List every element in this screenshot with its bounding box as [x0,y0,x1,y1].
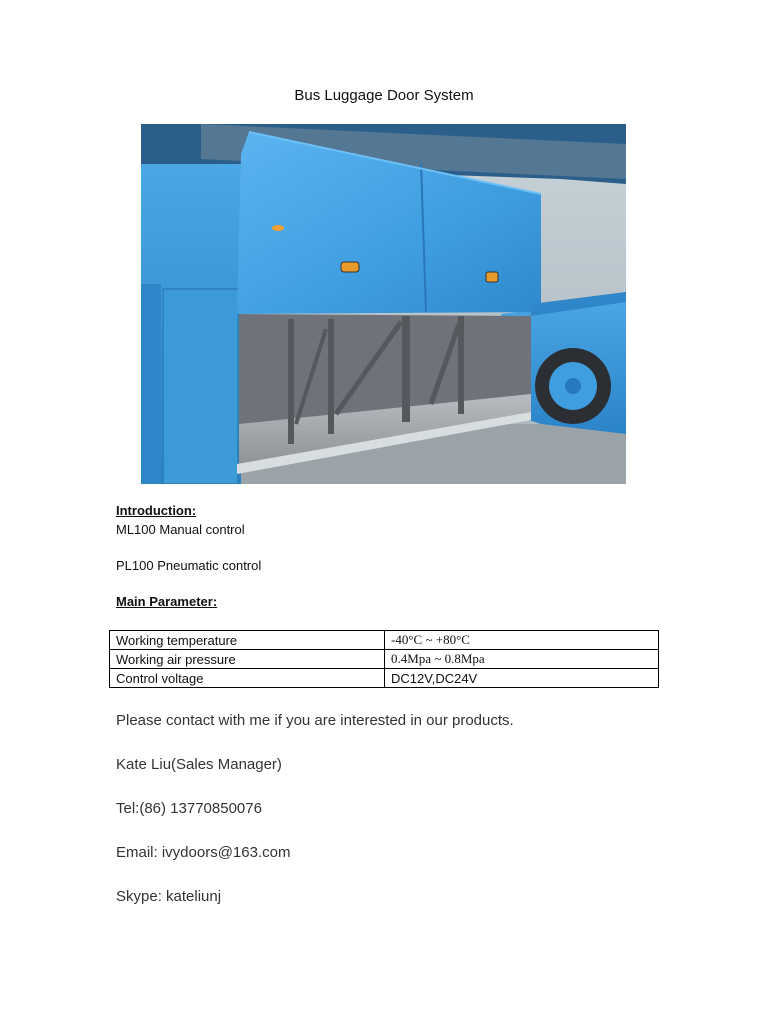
param-value: -40°C ~ +80°C [385,631,659,650]
table-row [110,669,659,688]
param-name: Working temperature [110,631,385,650]
main-parameter-heading: Main Parameter: [116,594,218,609]
parameter-table [109,630,659,688]
contact-name: Kate Liu(Sales Manager) [116,756,282,773]
bus-illustration [141,124,626,484]
introduction-heading: Introduction: [116,503,197,518]
param-name: Control voltage [110,669,385,688]
document-title: Bus Luggage Door System [294,87,474,104]
table-row [110,631,659,650]
bus-luggage-door-photo [141,124,626,484]
contact-email[interactable]: Email: ivydoors@163.com [116,844,291,861]
contact-tel: Tel:(86) 13770850076 [116,800,262,817]
intro-item-manual: ML100 Manual control [116,522,245,537]
param-value: DC12V,DC24V [385,669,659,688]
table-row [110,650,659,669]
intro-item-pneumatic: PL100 Pneumatic control [116,558,262,573]
contact-skype: Skype: kateliunj [116,888,222,905]
param-name: Working air pressure [110,650,385,669]
contact-message: Please contact with me if you are interested in our products. [116,712,514,729]
param-value: 0.4Mpa ~ 0.8Mpa [385,650,659,669]
